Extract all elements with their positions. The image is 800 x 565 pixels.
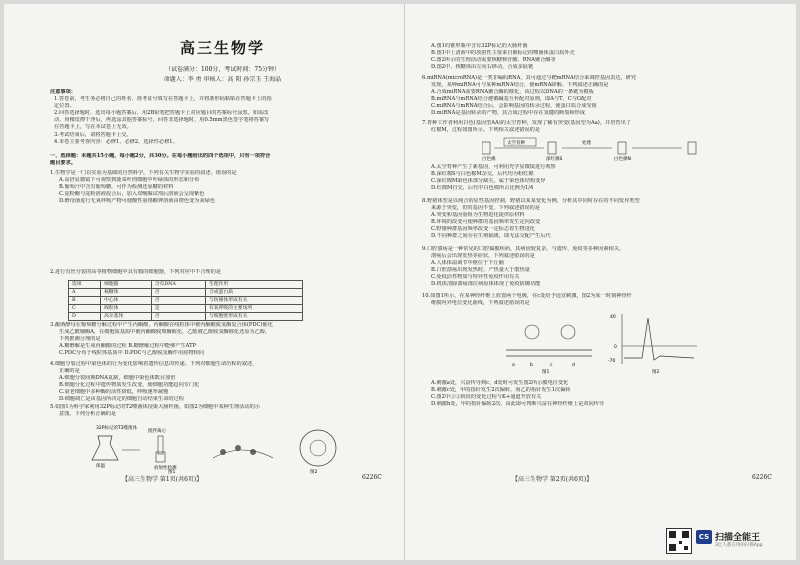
axis-tick: 40 bbox=[610, 315, 616, 320]
notes-heading: 注意事项： bbox=[50, 89, 76, 95]
table-cell: 中心体 bbox=[101, 297, 152, 305]
table-header-cell: 生理作用 bbox=[206, 281, 303, 289]
chromosome-icon bbox=[618, 142, 626, 154]
question-stem: 10.如图1所示，在某神经纤维上放置两个电极，在c处给予适宜刺激，图2为某一时刻神经纤 bbox=[422, 293, 632, 299]
phage-figure bbox=[78, 422, 368, 474]
option-line: B.刺激c处，甲的指针发生2次偏转，而乙的指针发生1次偏转 bbox=[431, 387, 571, 394]
option-line: C.PDC分布于线粒体基质中 D.PDC与乙醇脱氢酶作用底物相同 bbox=[59, 350, 204, 357]
option-line: D.细胞凋亡是由基因所决定的细胞自动结束生命的过程 bbox=[59, 396, 184, 403]
option-line: A.太空育种产生了新基因，可利用光学显微镜进行观察 bbox=[431, 164, 556, 170]
question-stem: 2.进行有丝分裂的高等植物细胞中具有膜的细胞器，下列对应中不合理的是 bbox=[50, 269, 221, 275]
table-header-row bbox=[69, 281, 303, 289]
table-cell: 否 bbox=[151, 297, 205, 305]
option-line: A.糖酵解是生成丙酮酸的过程 B.糖酵解过程中能够产生ATP bbox=[59, 343, 197, 350]
page-code: 6226C bbox=[362, 474, 382, 481]
question-stem: 6.miRNA(microRNA)是一类非编码RNA，其可通过与靶mRNA结合来调控基因表达，研究 bbox=[422, 75, 637, 81]
action-potential-curve bbox=[624, 318, 694, 360]
table-cell: 核糖体 bbox=[101, 289, 152, 297]
question-stem: 8.野猪体型是以纯合的显性基因控制，野猪以某某变化为例，分析其中同时存在的不同变异类型 bbox=[422, 198, 640, 204]
exam-title: 高三生物学 bbox=[179, 39, 265, 57]
note-line: 1.答卷前，考生务必将自己的姓名、准考证号填写在答题卡上，并将条形码粘贴在答题卡上的指 bbox=[54, 96, 272, 103]
question-stem: 5.如图1为科学家利用32P标记的T2噬菌体侵染大肠杆菌，如图2为细胞中某种生理活动的示 bbox=[50, 404, 260, 410]
table-cell: 是 bbox=[151, 305, 205, 313]
question-9 bbox=[422, 246, 784, 289]
option-line: A.合成miRNA需要RNA聚合酶的催化，该过程以DNA的一条链为模板 bbox=[431, 89, 594, 96]
fig-caption: 图1 bbox=[168, 470, 176, 474]
cell-icon bbox=[300, 430, 336, 466]
table-cell: A bbox=[69, 289, 101, 297]
option-line: A.突变和基因重组为生物进化提供原材料 bbox=[431, 212, 525, 219]
page-footer: 【高三生物学 第2页(共6页)】 bbox=[512, 476, 593, 483]
option-line: D.刺激b处，甲的指针偏转2次，由此即可判断兴奋在神经纤维上是双向传导 bbox=[431, 401, 605, 408]
page-fold bbox=[404, 4, 405, 560]
fig-label: 处理 bbox=[582, 141, 591, 146]
axis-tick: 0 bbox=[614, 345, 617, 350]
galvanometer-icon bbox=[525, 325, 539, 339]
exam-subtitle: （试卷满分：100分，考试时间：75分钟） bbox=[164, 66, 281, 73]
option-line: C.图2所示的生理活动需要核糖核苷酸、RNA聚合酶等 bbox=[431, 57, 556, 64]
question-3 bbox=[50, 322, 395, 357]
left-page bbox=[50, 4, 395, 560]
question-stem: 3.酿酒酵母在葡萄糖分解过程中产生丙酮酸，丙酮酸在线粒体中被丙酮酸脱氢酶复合体(PDC)催化 bbox=[50, 322, 273, 328]
question-stem: 下列推测合理的是 bbox=[59, 336, 101, 343]
question-stem: 正确的是 bbox=[59, 368, 80, 375]
page-code: 6226C bbox=[752, 474, 772, 481]
question-5 bbox=[50, 404, 395, 418]
point-label: c bbox=[550, 363, 553, 368]
table-cell: 否 bbox=[151, 289, 205, 297]
camscanner-logo-icon: CS bbox=[696, 530, 712, 544]
fig-label: 深红棉S bbox=[546, 157, 563, 162]
point-label: a bbox=[512, 363, 515, 368]
chromosome-icon bbox=[482, 142, 490, 154]
option-line: D.图2中，核糖体由左向右移动，合成多肽链 bbox=[431, 64, 534, 71]
right-page bbox=[422, 4, 784, 560]
point-label: d bbox=[572, 363, 575, 368]
option-line: D.miRNA是基因转录的产物，其合成过程中存在氢键的断裂和形成 bbox=[431, 110, 586, 117]
note-line: 定位置。 bbox=[54, 103, 75, 110]
fig-label: 保温 bbox=[96, 464, 105, 469]
question-5-options bbox=[422, 43, 784, 71]
question-stem: 9.口腔溃疡是一种常见的口腔黏膜疾病，其病因较复杂，与遗传、免疫等多种因素相关。 bbox=[422, 246, 625, 252]
option-line: B.细胞分化过程中遗传物质发生改变，使细胞功能趋向专门化 bbox=[59, 382, 200, 389]
table-cell: 有氧呼吸的主要场所 bbox=[206, 305, 303, 313]
organelle-table bbox=[68, 280, 303, 321]
table-row bbox=[69, 313, 303, 321]
point-label: b bbox=[530, 363, 533, 368]
option-line: C.衰老细胞中多种酶的活性降低，呼吸速率减慢 bbox=[59, 389, 169, 396]
table-cell: 合成蛋白质 bbox=[206, 289, 303, 297]
option-line: B.葡萄汁中含有葡萄糖，可作为检测还原糖的材料 bbox=[59, 184, 174, 191]
option-line: D.红棉M自交，后代中白色棉所占比例为1/4 bbox=[431, 185, 534, 192]
table-row bbox=[69, 289, 303, 297]
section-one-line: 一、选择题：本题共15小题，每小题2分，共30分。在每小题给出的四个选项中，只有一项符合 bbox=[50, 153, 271, 159]
option-line: A.图1的锥形瓶中含有32P标记的大肠杆菌 bbox=[431, 43, 528, 49]
question-stem: 生成乙酰辅酶A，在细胞质基质中被丙酮酸脱羧酶催化，乙醛被乙醇脱氢酶催化还原为乙醇， bbox=[59, 329, 271, 336]
page-footer: 【高三生物学 第1页(共6页)】 bbox=[122, 476, 203, 483]
option-line: A.人体体温调节中枢位于下丘脑 bbox=[431, 260, 504, 267]
flask-icon bbox=[92, 436, 118, 460]
option-line: C.图2中②③阶段的变化过程与K+通道开放有关 bbox=[431, 394, 542, 401]
note-line: 动，用橡皮擦干净后，再选涂其他答案标号。回答非选择题时，用0.5mm黑色签字笔将答案写 bbox=[54, 117, 270, 124]
fig-label: 搅拌离心 bbox=[148, 429, 166, 434]
option-line: C.免疫活性物质与特异性免疫作用有关 bbox=[431, 274, 520, 281]
qr-code-icon bbox=[666, 528, 692, 554]
option-line: D.酵母菌进行无氧呼吸产物可使酸性重铬酸钾溶液由橙色变为灰绿色 bbox=[59, 198, 216, 205]
question-10 bbox=[422, 293, 784, 307]
question-6 bbox=[422, 75, 784, 118]
fig-label: 放射性检测 bbox=[154, 466, 177, 471]
note-line: 在答题卡上，写在本试卷上无效。 bbox=[54, 124, 132, 131]
ribosome-icon bbox=[250, 449, 256, 455]
option-line: D.不同种群之间存在生殖隔离，即无法交配产生后代 bbox=[431, 233, 551, 240]
option-line: A.细胞分裂间期DNA复制，细胞中染色体数目加倍 bbox=[59, 375, 176, 382]
option-line: B.口腔溃疡出现发热时，产热量大于散热量 bbox=[431, 267, 530, 274]
table-cell: 线粒体 bbox=[101, 305, 152, 313]
question-stem: 来源于突变，但的基因不变，下列叙述错误的是 bbox=[431, 205, 540, 212]
notes bbox=[50, 89, 395, 146]
question-7-options bbox=[422, 164, 784, 192]
option-line: B.图1中上清液中的放射性主要来自被标记的噬菌体蛋白质外壳 bbox=[431, 50, 575, 57]
question-2 bbox=[50, 269, 395, 276]
question-stem: 溃疡后会出现发热等症状，下列叙述错误的是 bbox=[431, 253, 535, 260]
chromosome-icon bbox=[548, 142, 556, 154]
option-line: C.野猪种群基因频率改变一定标志着生物进化 bbox=[431, 226, 535, 233]
option-line: A.高倍显微镜下可观察到菠菜叶肉细胞中叶绿体的形态和分布 bbox=[59, 177, 200, 184]
chromosome-icon bbox=[688, 142, 696, 154]
question-1 bbox=[50, 170, 395, 205]
note-line: 4.本卷主要考查内容：必修1、必修2，选择性必修1。 bbox=[54, 138, 178, 145]
exam-sheet bbox=[4, 4, 796, 560]
question-stem: 红棉M，过程如图所示。下列相关叙述错误的是 bbox=[431, 127, 541, 134]
table-cell: D bbox=[69, 313, 101, 321]
question-10-options bbox=[422, 380, 784, 408]
option-line: C.深红棉M染色体部分缺失，属于染色体结构变异 bbox=[431, 178, 546, 185]
table-cell: 与纺锤体形成有关 bbox=[206, 297, 303, 305]
note-line: 2.回答选择题时，选出每小题答案后，用2B铅笔把答题卡上对应题目的答案标号涂黑。如需改 bbox=[54, 110, 269, 117]
table-header-cell: 含有DNA bbox=[151, 281, 205, 289]
fig-caption: 图2 bbox=[310, 470, 318, 474]
option-line: B.miRNA与mRNA结合遵循碱基互补配对原则，即A与T、C与G配对 bbox=[431, 96, 592, 103]
test-tube-icon bbox=[156, 452, 165, 462]
fig-label: 太空育种 bbox=[507, 141, 525, 146]
option-line: C.淀粉酶与淀粉溶液混合后，加入双缩脲试剂后溶液会呈现紫色 bbox=[59, 191, 205, 198]
option-line: D.机体清除溃疡部位病原体体现了免疫防御功能 bbox=[431, 281, 541, 288]
note-line: 3.考试结束后，请将答题卡上交。 bbox=[54, 131, 132, 138]
table-cell: C bbox=[69, 305, 101, 313]
table-header-cell: 选项 bbox=[69, 281, 101, 289]
fig-caption: 图1 bbox=[542, 370, 550, 374]
fig-label: 32P标记的T2噬菌体 bbox=[96, 426, 138, 431]
fig-label: 白色棉 bbox=[482, 157, 496, 162]
scanner-app-name: 扫描全能王 bbox=[715, 533, 761, 543]
question-stem: 意图。下列分析正确的是 bbox=[59, 411, 117, 418]
table-row bbox=[69, 297, 303, 305]
question-stem: 4.细胞分裂过程中染色体的行为变化影响着遗传信息的传递。下列对细胞生命历程的叙述， bbox=[50, 361, 258, 367]
section-one-line: 题目要求。 bbox=[50, 160, 76, 167]
exam-staff: 命题人：李 勇 审核人：高 阳 孙宗玉 王海晶 bbox=[163, 76, 282, 83]
scanner-tagline: 3亿人都在用的扫描App bbox=[715, 543, 763, 548]
question-stem: 1.生物学是一门以实验为基础的自然科学，下列有关生物学实验的叙述，错误的是 bbox=[50, 170, 237, 176]
nucleus-icon bbox=[310, 440, 326, 456]
question-8 bbox=[422, 198, 784, 241]
galvanometer-icon bbox=[561, 325, 575, 339]
test-tube-icon bbox=[158, 436, 163, 454]
breeding-figure bbox=[482, 136, 742, 162]
option-line: A.刺激a处，兴奋传导到c、d处时可发生图2所示膜电位变化 bbox=[431, 380, 569, 386]
question-stem: 维膜内外电位变化曲线，下列叙述错误的是 bbox=[431, 300, 530, 307]
fig-label: 白色棉N bbox=[614, 157, 631, 162]
question-4 bbox=[50, 361, 395, 404]
axis-tick: -70 bbox=[608, 359, 616, 364]
fig-caption: 图2 bbox=[652, 370, 660, 374]
option-line: B.环境的改变可使种群的基因频率发生定向改变 bbox=[431, 219, 541, 226]
table-cell: B bbox=[69, 297, 101, 305]
table-cell: 与细胞壁形成有关 bbox=[206, 313, 303, 321]
option-line: B.深红棉S与白色棉M杂交，后代均为粉红棉 bbox=[431, 171, 534, 178]
section-one-header bbox=[50, 153, 395, 167]
table-header-cell: 细胞器 bbox=[101, 281, 152, 289]
question-stem: 发现，某种miRNA可与某种mRNA结合，使mRNA降解。下列叙述正确的是 bbox=[431, 82, 609, 89]
question-stem: 7.育种工作者利用白色(基因型AA)的太空育种，发现了稀有突变(基因型为Aa)，并培育出了 bbox=[422, 120, 631, 126]
table-row bbox=[69, 305, 303, 313]
option-line: C.miRNA与mRNA结合后，会影响基因的转录过程，使蛋白质合成受阻 bbox=[431, 103, 597, 110]
question-7 bbox=[422, 120, 784, 134]
nerve-figure bbox=[502, 310, 702, 374]
table-cell: 高尔基体 bbox=[101, 313, 152, 321]
table-cell: 否 bbox=[151, 313, 205, 321]
